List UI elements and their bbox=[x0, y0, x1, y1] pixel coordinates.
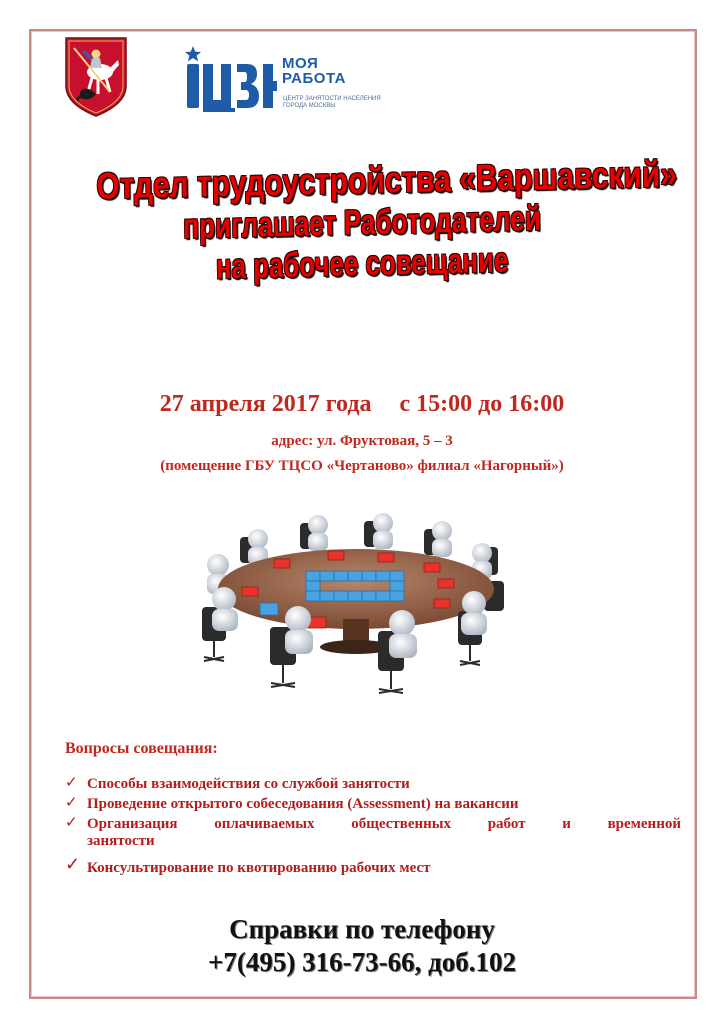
headline-line-1: Отдел трудоустройства «Варшавский» bbox=[96, 153, 678, 207]
contact-label: Справки по телефону bbox=[229, 914, 495, 944]
headline-line-2: приглашает Работодателей bbox=[182, 198, 542, 247]
list-item: ✓ Консультирование по квотированию рабочих мест bbox=[65, 854, 431, 876]
event-room: (помещение ГБУ ТЦСО «Чертаново» филиал «Нагорный») bbox=[160, 458, 564, 474]
event-date: 27 апреля 2017 года bbox=[159, 391, 372, 417]
event-address: адрес: ул. Фруктовая, 5 – 3 bbox=[271, 433, 453, 449]
agenda-item-3-line-2: занятости bbox=[87, 833, 155, 849]
logo-title: МОЯ РАБОТА bbox=[282, 55, 347, 87]
moscow-coat-of-arms-icon bbox=[52, 32, 140, 120]
meeting-table-illustration-icon bbox=[188, 507, 518, 701]
event-datetime bbox=[34, 391, 690, 418]
agenda-title: Вопросы совещания: bbox=[65, 740, 218, 757]
list-item: ✓ Проведение открытого собеседования (Assessment) на вакансии bbox=[65, 795, 519, 812]
headline-line-3: на рабочее совещание bbox=[215, 240, 509, 287]
contact-phone: +7(495) 316-73-66, доб.102 bbox=[207, 947, 516, 977]
checkmark-icon: ✓ bbox=[65, 775, 78, 791]
agenda-list bbox=[65, 776, 681, 880]
checkmark-icon: ✓ bbox=[65, 854, 81, 874]
checkmark-icon: ✓ bbox=[65, 815, 78, 831]
headline bbox=[34, 153, 690, 287]
logo-subtitle: ЦЕНТР ЗАНЯТОСТИ НАСЕЛЕНИЯ ГОРОДА МОСКВЫ bbox=[283, 96, 381, 109]
list-item: ✓ Способы взаимодействия со службой занятости bbox=[65, 775, 410, 792]
checkmark-icon: ✓ bbox=[65, 795, 78, 811]
agenda-item-3-line-1: Организация оплачиваемых общественных работ и временной bbox=[87, 816, 681, 832]
event-time: с 15:00 до 16:00 bbox=[399, 391, 565, 417]
list-item bbox=[65, 816, 681, 850]
